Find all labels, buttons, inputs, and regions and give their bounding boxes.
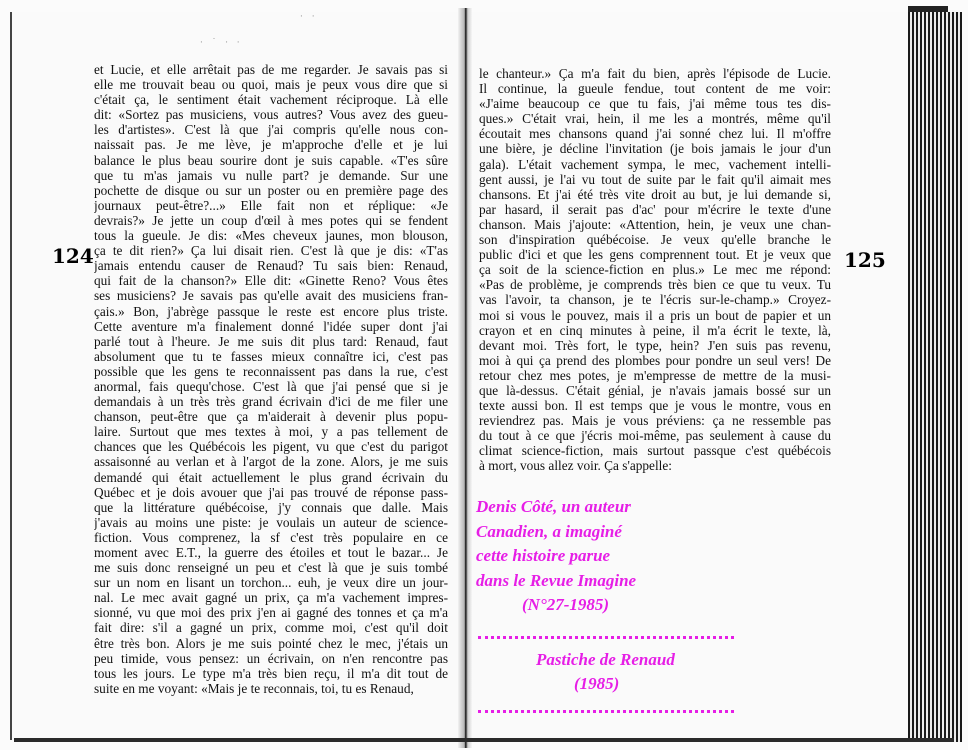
pastiche-year: (1985) <box>574 674 620 693</box>
text-line: et Lucie, et elle arrêtait pas de me regarder. Je savais pas si <box>94 62 448 77</box>
text-line: sionné, vu que moi des prix j'en ai gagné des tonnes et ça m'a <box>94 605 448 621</box>
text-line: moi à qui ça prend des plombes pour pondre un seul vers! De <box>479 352 831 368</box>
text-line: chanson. Mais j'ajoute: «Attention, hein, je veux une chan- <box>479 216 831 232</box>
right-page-text <box>479 66 831 474</box>
right-page-number: 125 <box>844 248 886 272</box>
text-line: ça te dit rien?» Ça lui disait rien. C'est là que je dis: «T'as <box>94 243 448 259</box>
text-line: peu timide, vous pensez: un écrivain, on n'en rencontre pas <box>94 650 448 666</box>
credit-line: dans le Revue Imagine <box>476 570 637 590</box>
text-line: à mort, vous allez voir. Ça s'appelle: <box>479 458 672 474</box>
page-edges <box>908 12 962 742</box>
text-line: devrais?» Je jette un coup d'œil à mes potes qui se fendent <box>94 212 448 228</box>
text-line: crayon et en cinq minutes à peine, il m'a écrit le texte, là, <box>479 322 831 338</box>
text-line: chances que les Québécois les pigent, vu que c'est du parigot <box>94 439 448 455</box>
text-line: ses musiciens? Je savais pas qu'elle avait des musiciens fran- <box>94 288 448 304</box>
text-line: anormal, fais quequ'chose. C'est là que j'ai pensé que si je <box>94 378 448 394</box>
text-line: suite en me voyant: «Mais je te reconnais, toi, tu es Renaud, <box>94 680 414 696</box>
text-line: vas l'avoir, ta chanson, je te l'écris sur-le-champ.» Croyez- <box>479 292 831 308</box>
text-line: pochette de disque ou sur un poster ou en première page des <box>94 182 448 198</box>
text-line: texte aussi bon. Il est temps que je vous le montre, vous en <box>479 398 831 414</box>
text-line: çais.» Bon, j'abrège passque le reste est encore plus triste. <box>94 303 448 319</box>
text-line: que la littérature québécoise, j'y connais que dalle. Mais <box>94 499 448 515</box>
text-line: retour chez mes potes, je m'empresse de mettre de la musi- <box>479 367 831 383</box>
text-line: j'avais au moins une piste: je voulais un auteur de science- <box>94 514 448 530</box>
text-line: son d'inspiration québécoise. Je veux qu'elle branche le <box>479 232 831 248</box>
text-line: demandais à un très très grand écrivain d'ici de me filer une <box>94 394 448 410</box>
dotted-separator <box>478 636 734 639</box>
text-line: Cette aventure m'a finalement donné l'idée super dont j'ai <box>94 318 448 334</box>
text-line: journaux peut-être?...» Elle fait non et réplique: «Je <box>94 197 448 213</box>
text-line: devant moi. Très fort, le type, hein? J'en suis pas revenu, <box>479 337 831 353</box>
text-line: absolument que tu te fasses mieux connaître ici, c'est pas <box>94 348 448 364</box>
text-line: assaisonné au verlan et à l'argot de la zone. Alors, je me suis <box>94 454 448 470</box>
text-line: sur un nom en lisant un torchon... euh, je veux dire un jour- <box>94 575 448 591</box>
text-line: climat science-fiction, mais surtout passque c'est québécois <box>479 443 831 459</box>
text-line: le chanteur.» Ça m'a fait du bien, après l'épisode de Lucie. <box>479 66 831 81</box>
text-line: fiction. Vous comprenez, la sf c'est très populaire en ce <box>94 529 448 545</box>
book-gutter <box>458 8 472 748</box>
text-line: être très bon. Alors je me suis pointé chez le mec, j'étais un <box>94 635 448 651</box>
paper-mark: · ˙ · · <box>200 38 243 48</box>
author-credit-note <box>476 495 736 618</box>
text-line: balance le plus beau sourire dont je suis capable. «T'es sûre <box>94 152 448 168</box>
text-line: nal. Le mec avait gagné un prix, ça m'a vachement impres- <box>94 590 448 606</box>
text-line: public d'ici et que les gens comprennent tout. Et je veux que <box>479 247 831 263</box>
text-line: gent aussi, je l'ai vu tout de suite par le fait qu'il aimait mes <box>479 171 831 187</box>
text-line: gala). L'était vachement sympa, le mec, vachement intelli- <box>479 156 831 172</box>
text-line: que tu m'as jamais vu nulle part? je demande. Sur une <box>94 167 448 183</box>
text-line: tous la gueule. Je dis: «Mes cheveux jaunes, mon blouson, <box>94 228 448 244</box>
text-line: jamais entendu causer de Renaud? Tu sais bien: Renaud, <box>94 258 448 274</box>
pastiche-title: Pastiche de Renaud <box>536 650 675 669</box>
left-page-number: 124 <box>52 244 94 268</box>
credit-line: Denis Côté, un auteur <box>476 497 631 516</box>
text-line: possible que les gens te reconnaissent pas dans la rue, c'est <box>94 363 448 379</box>
text-line: fait dire: s'il a gagné un prix, comme moi, c'est qu'il doit <box>94 620 448 636</box>
text-line: «Pas de problème, je comprends très bien ce que tu veux. Tu <box>479 277 831 293</box>
text-line: reviendrez pas. Mais je vous préviens: ça ne ressemble pas <box>479 413 831 429</box>
text-line: que là-dessus. C'était génial, je n'avais jamais bossé sur un <box>479 382 831 398</box>
text-line: ques.» C'était vrai, hein, il me les a montrés, même qu'il <box>479 111 831 127</box>
credit-line: (N°27-1985) <box>522 595 610 614</box>
text-line: moment avec E.T., la guerre des étoiles et tout le bazar... Je <box>94 545 448 560</box>
text-line: écoutait mes chansons quand j'ai sonné chez lui. Il m'offre <box>479 126 831 142</box>
text-line: demandé qui était actuellement le plus grand écrivain du <box>94 469 448 485</box>
text-line: du tout à ce que j'écris moi-même, pas seulement à cause du <box>479 428 831 444</box>
text-line: chansons. Et j'ai été très vite droit au but, je lui demande si, <box>479 186 831 202</box>
text-line: naissait pas. Je me lève, je m'approche d'elle et je lui <box>94 137 448 153</box>
text-line: dit: «Sortez pas musiciens, vous autres? Vous avez des gueu- <box>94 107 448 123</box>
left-page-text <box>94 62 448 696</box>
text-line: ça soit de la science-fiction en plus.» Le mec me répond: <box>479 262 831 278</box>
text-line: par hasard, il serait pas d'ac' pour m'écrire le texte d'une <box>479 201 831 217</box>
dotted-separator <box>478 710 734 713</box>
text-line: les d'artistes». C'est là que j'ai compris qu'elle nous con- <box>94 122 448 138</box>
text-line: Québec et je dois avouer que j'ai pas trouvé de réponse pass- <box>94 484 448 500</box>
text-line: une bière, je décline l'invitation (je bois jamais le jour d'un <box>479 141 831 157</box>
text-line: me suis donc renseigné un peu et c'est là que je suis tombé <box>94 560 448 576</box>
text-line: elle me trouvait beau ou quoi, mais je peux vous dire que si <box>94 77 448 93</box>
text-line: tous les jours. Le type m'a très bien reçu, il m'a dit tout de <box>94 665 448 681</box>
text-line: qui fait de la chanson?» Elle dit: «Ginette Reno? Vous êtes <box>94 273 448 289</box>
pastiche-note <box>536 648 675 696</box>
text-line: Il continue, la gueule fendue, tout content de me voir: <box>479 81 831 97</box>
credit-line: cette histoire parue <box>476 546 611 565</box>
page-bottom-shadow <box>14 738 954 742</box>
text-line: parlé tout à l'heure. Je me suis dit plus tard: Renaud, faut <box>94 333 448 349</box>
paper-mark: · · <box>300 12 318 22</box>
text-line: laire. Surtout que mes textes à moi, y a pas tellement de <box>94 424 448 440</box>
text-line: chanson, peut-être que ça m'aiderait à devenir plus popu- <box>94 409 448 425</box>
credit-line: Canadien, a imaginé <box>476 521 622 541</box>
text-line: «J'aime beaucoup ce que tu fais, j'ai même tous tes dis- <box>479 96 831 112</box>
text-line: moi si vous le pouvez, mais il a pris un bout de papier et un <box>479 307 831 323</box>
text-line: c'était ça, le sentiment était vachement réciproque. Là elle <box>94 92 448 108</box>
